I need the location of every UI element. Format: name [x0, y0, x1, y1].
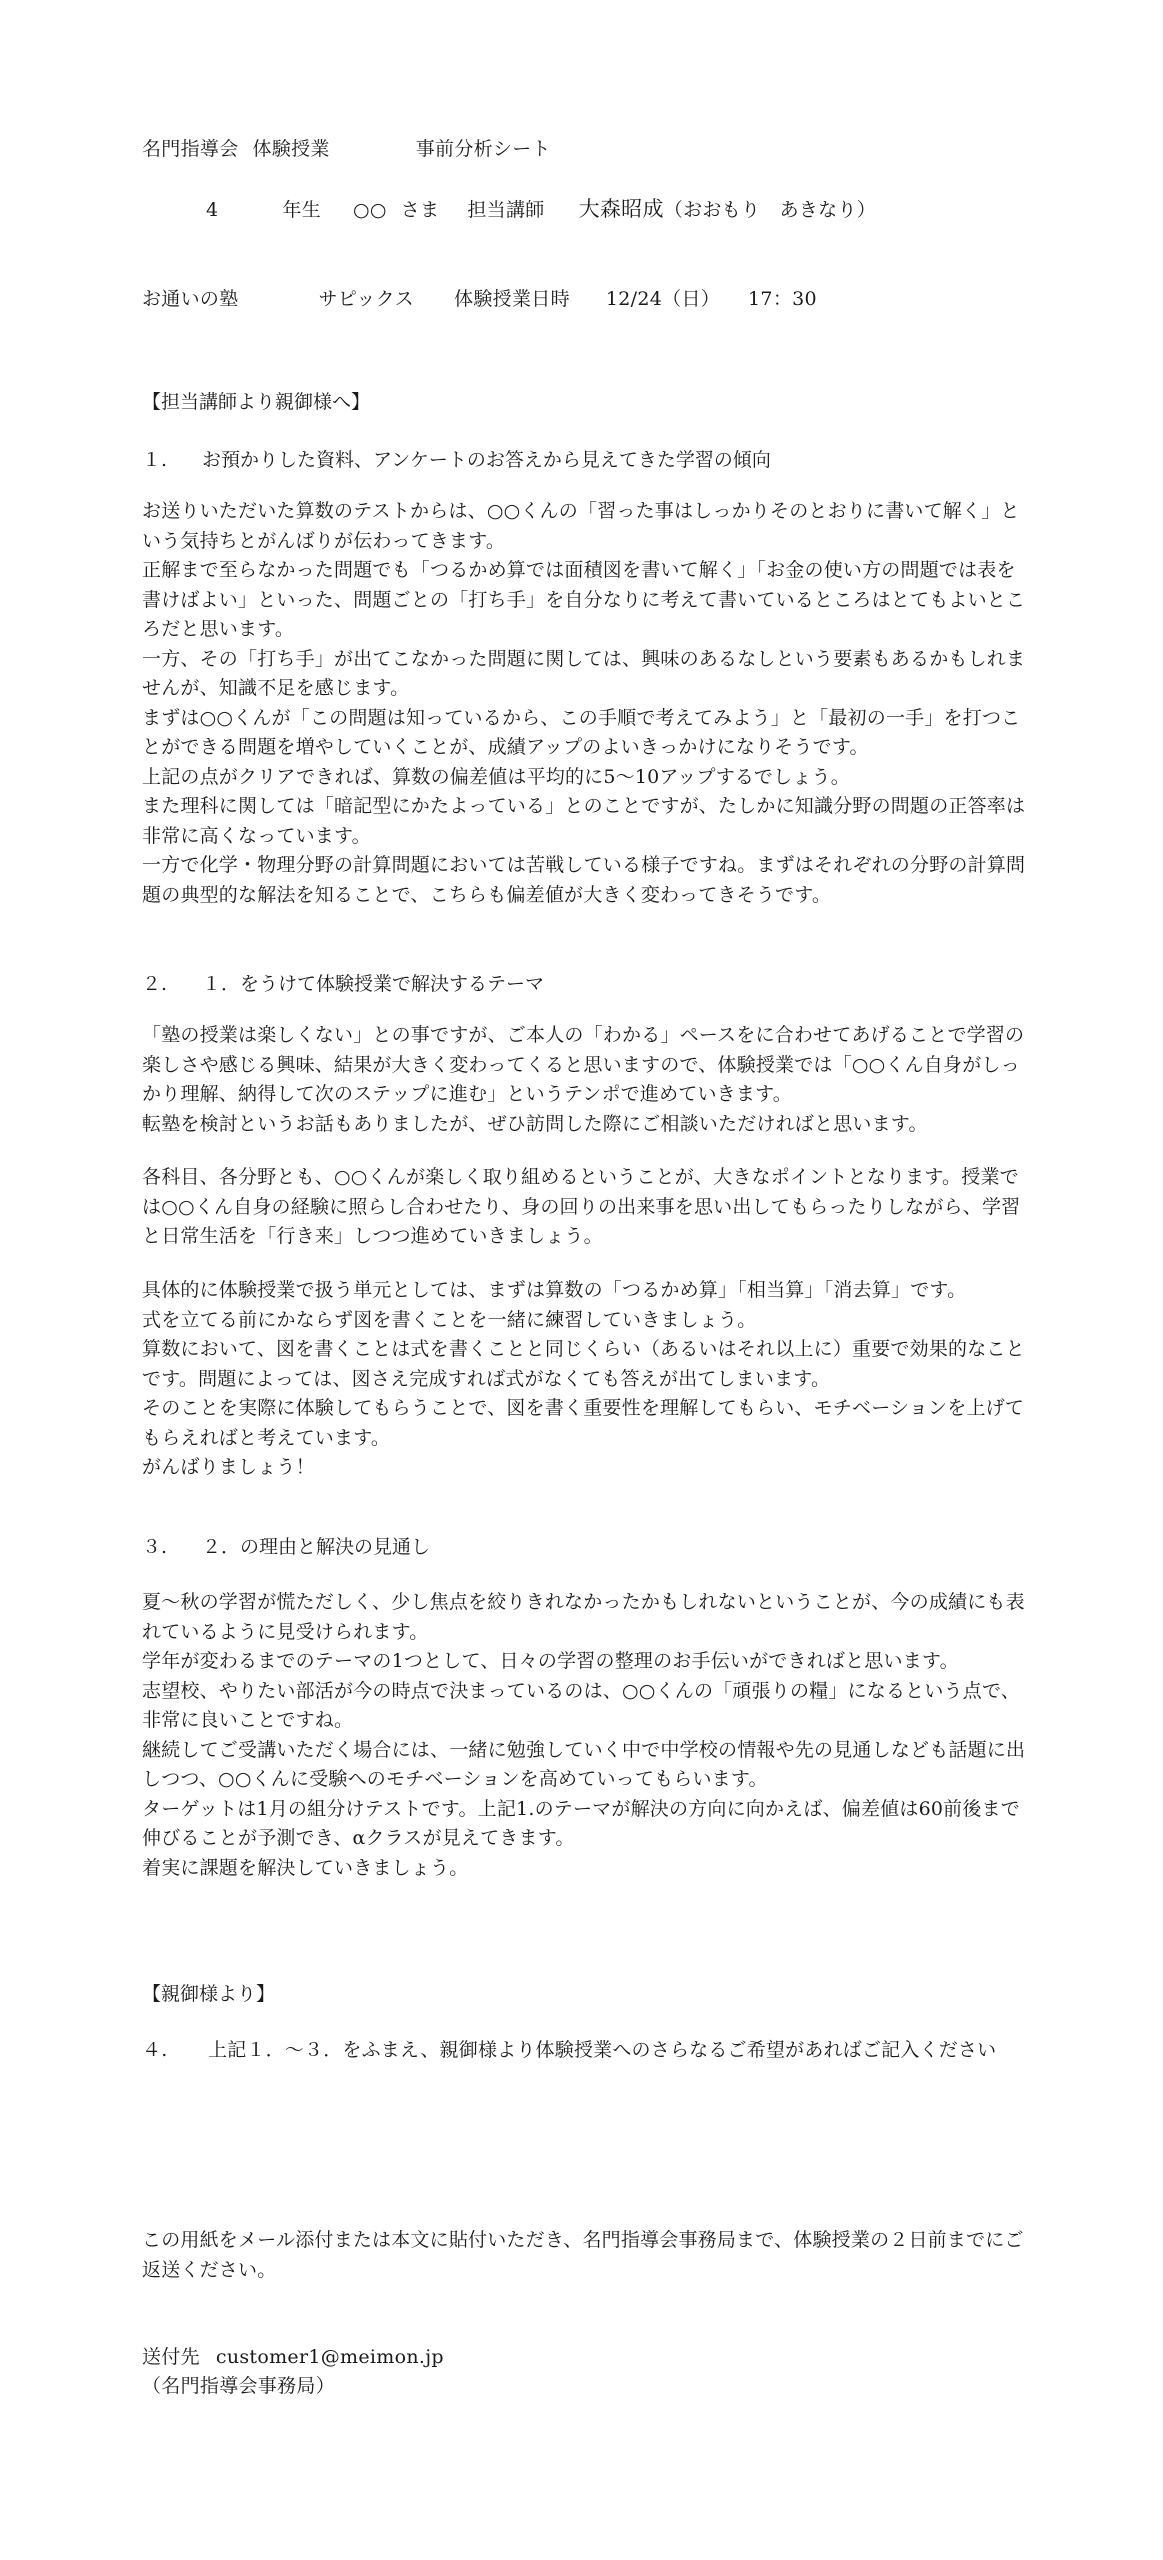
juku-label: お通いの塾 — [142, 288, 239, 310]
section-3-line: 志望校、やりたい部活が今の時点で決まっているのは、○○くんの「頑張りの糧」になるという点で、非常に良いことですね。 — [142, 1679, 1020, 1731]
juku-row — [142, 285, 817, 313]
send-to — [142, 2343, 444, 2371]
return-instruction: この用紙をメール添付または本文に貼付いただき、名門指導会事務局まで、体験授業の２日前までにご返送ください。 — [142, 2229, 1024, 2281]
section-teacher-heading: 【担当講師より親御様へ】 — [142, 391, 371, 413]
section-2-line: 算数において、図を書くことは式を書くことと同じくらい（あるいはそれ以上に）重要で効果的なことです。問題によっては、図さえ完成すれば式がなくても答えが出てしまいます。 — [142, 1338, 1025, 1390]
section-1-heading — [142, 446, 771, 474]
section-2-line: そのことを実際に体験してもらうことで、図を書く重要性を理解してもらい、モチベーションを上げてもらえればと考えています。 — [142, 1397, 1025, 1449]
lesson-label: 体験授業 — [252, 138, 330, 160]
section-3-line: ターゲットは1月の組分けテストです。上記1.のテーマが解決の方向に向かえば、偏差値は60前後まで伸びることが予測でき、αクラスが見えてきます。 — [142, 1797, 1020, 1849]
section-2-line: がんばりましょう！ — [142, 1456, 315, 1478]
section-2-heading — [142, 970, 544, 998]
section-1-line: また理科に関しては「暗記型にかたよっている」とのことですが、たしかに知識分野の問題の正答率は非常に高くなっています。 — [142, 795, 1026, 847]
section-3-title: ２．の理由と解決の見通し — [202, 1536, 431, 1558]
section-3-line: 夏〜秋の学習が慌ただしく、少し焦点を絞りきれなかったかもしれないということが、今の成績にも表れているように見受けられます。 — [142, 1591, 1025, 1643]
org-name: 名門指導会 — [142, 138, 239, 160]
lesson-date: 12/24（日） — [605, 288, 721, 310]
lesson-time: 17：30 — [748, 288, 817, 310]
section-3-body — [142, 1588, 1032, 1883]
section-4-text — [142, 2036, 1032, 2066]
send-label: 送付先 — [142, 2346, 200, 2368]
section-parent-heading: 【親御様より】 — [142, 1983, 276, 2005]
section-2-block-3 — [142, 1276, 1032, 1483]
section-3-line: 継続してご受講いただく場合には、一緒に勉強していく中で中学校の情報や先の見通しなども話題に出しつつ、○○くんに受験へのモチベーションを高めていってもらいます。 — [142, 1738, 1026, 1790]
section-2-line: 具体的に体験授業で扱う単元としては、まずは算数の「つるかめ算」「相当算」「消去算」です。 — [142, 1279, 967, 1301]
section-1-line: 上記の点がクリアできれば、算数の偏差値は平均的に5〜10アップするでしょう。 — [142, 765, 850, 788]
section-3-number: ３. — [142, 1536, 168, 1558]
section-1-title: お預かりした資料、アンケートのお答えから見えてきた学習の傾向 — [202, 449, 771, 471]
section-3-heading — [142, 1533, 430, 1561]
student-name: ○○ — [353, 199, 387, 221]
section-1-line: お送りいただいた算数のテストからは、○○くんの「習った事はしっかりそのとおりに書いて解く」という気持ちとがんばりが伝わってきます。 — [142, 500, 1020, 552]
section-2-title: １．をうけて体験授業で解決するテーマ — [202, 973, 545, 995]
grade-label: 年生 — [282, 199, 321, 221]
section-1-number: １. — [142, 449, 168, 471]
return-note — [142, 2226, 1032, 2285]
student-honorific: さま — [400, 199, 440, 221]
student-row — [206, 195, 876, 224]
section-2-line: 各科目、各分野とも、○○くんが楽しく取り組めるということが、大きなポイントとなります。授業では○○くん自身の経験に照らし合わせたり、身の回りの出来事を思い出してもらったりしながら、学習と日常生活を「行き来」しつつ進めていきましょう。 — [142, 1166, 1021, 1247]
teacher-name: 大森昭成 — [578, 197, 664, 221]
section-4 — [142, 2036, 1032, 2066]
section-1-line: まずは○○くんが「この問題は知っているから、この手順で考えてみよう」と「最初の一手」を打つことができる問題を増やしていくことが、成績アップのよいきっかけになりそうです。 — [142, 706, 1021, 758]
teacher-reading: （おおもり あきなり） — [663, 199, 877, 221]
section-2-block-2 — [142, 1163, 1032, 1252]
sheet-header — [142, 135, 551, 163]
date-label: 体験授業日時 — [454, 288, 570, 310]
section-2-line: 転塾を検討というお話もありましたが、ぜひ訪問した際にご相談いただければと思います。 — [142, 1112, 928, 1135]
section-1-line: 一方で化学・物理分野の計算問題においては苦戦している様子ですね。まずはそれぞれの分野の計算問題の典型的な解法を知ることで、こちらも偏差値が大きく変わってきそうです。 — [142, 854, 1026, 906]
sheet-title: 事前分析シート — [415, 138, 551, 160]
section-3-line: 着実に課題を解決していきましょう。 — [142, 1856, 469, 1879]
section-1-body — [142, 497, 1032, 910]
section-2-line: 「塾の授業は楽しくない」との事ですが、ご本人の「わかる」ペースをに合わせてあげることで学習の楽しさや感じる興味、結果が大きく変わってくると思いますので、体験授業では「○○くん自身がしっかり理解、納得して次のステップに進む」というテンポで進めていきます。 — [142, 1024, 1025, 1105]
section-1-line: 正解まで至らなかった問題でも「つるかめ算では面積図を書いて解く」「お金の使い方の問題では表を書けばよい」といった、問題ごとの「打ち手」を自分なりに考えて書いているところはとてもよいところだと思います。 — [142, 559, 1026, 640]
teacher-label: 担当講師 — [467, 199, 545, 221]
section-2-number: ２. — [142, 973, 168, 995]
office-name: （名門指導会事務局） — [142, 2375, 336, 2397]
grade-value: 4 — [206, 199, 219, 221]
email-link[interactable]: customer1@meimon.jp — [215, 2346, 444, 2368]
juku-name: サピックス — [318, 288, 415, 310]
section-3-line: 学年が変わるまでのテーマの1つとして、日々の学習の整理のお手伝いができればと思います。 — [142, 1650, 959, 1672]
section-2-block-1 — [142, 1021, 1032, 1139]
section-4-request: 上記１．〜３．をふまえ、親御様より体験授業へのさらなるご希望があればご記入ください — [208, 2039, 997, 2061]
section-2-line: 式を立てる前にかならず図を書くことを一緒に練習していきましょう。 — [142, 1308, 757, 1331]
section-1-line: 一方、その「打ち手」が出てこなかった問題に関しては、興味のあるなしという要素もあるかもしれませんが、知識不足を感じます。 — [142, 647, 1026, 699]
section-4-number: ４. — [142, 2039, 168, 2061]
